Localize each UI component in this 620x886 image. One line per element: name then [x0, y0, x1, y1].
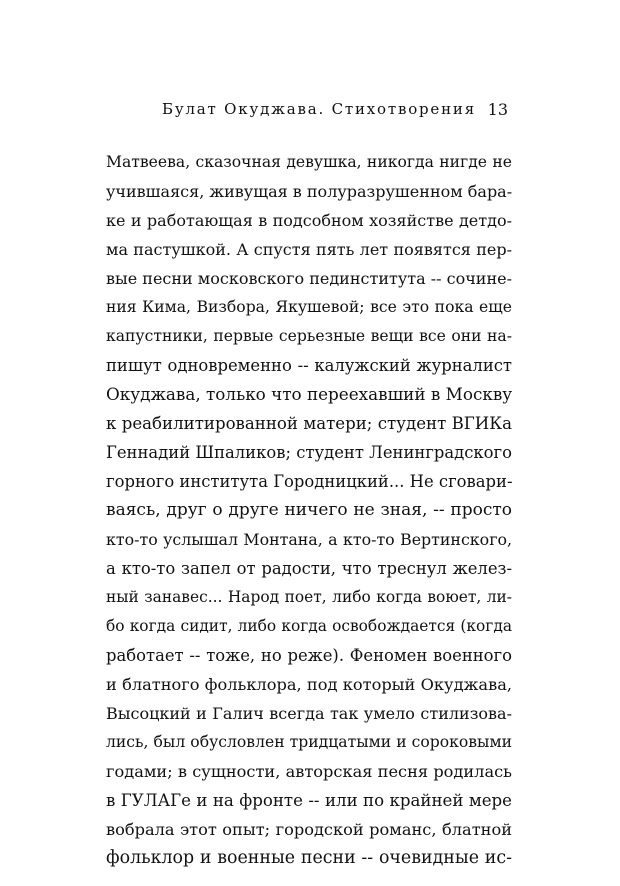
text-line: горного института Городницкий... Не сговари- — [106, 472, 512, 491]
text-line: Матвеева, сказочная девушка, никогда нигде не — [106, 153, 512, 171]
text-line: кто-то услышал Монтана, а кто-то Вертинского, — [106, 530, 512, 549]
text-line: ма пастушкой. А спустя пять лет появятся пер- — [106, 240, 512, 259]
header-title: Булат Окуджава. Стихотворения — [162, 100, 476, 118]
text-line: Высоцкий и Галич всегда так умело стилизова- — [106, 704, 512, 723]
text-line: годами; в сущности, авторская песня родилась — [106, 762, 512, 781]
text-line: лись, был обусловлен тридцатыми и сороковыми — [106, 733, 512, 751]
page-number: 13 — [487, 100, 508, 119]
text-line: ния Кима, Визбора, Якушевой; все это пока еще — [106, 298, 512, 316]
text-line: Геннадий Шпаликов; студент Ленинградского — [106, 443, 512, 462]
text-line: а кто-то запел от радости, что треснул желез- — [106, 559, 512, 578]
text-line: пишут одновременно -- калужский журналист — [106, 356, 512, 375]
running-header — [107, 100, 508, 122]
text-line: фольклор и военные песни -- очевидные ис- — [106, 848, 512, 868]
text-line: ный занавес... Народ поет, либо когда воюет, ли- — [106, 588, 512, 606]
text-line: ваясь, друг о друге ничего не зная, -- просто — [106, 500, 512, 520]
text-line: в ГУЛАГе и на фронте -- или по крайней мере — [106, 791, 512, 810]
text-line: работает -- тоже, но реже). Феномен военного — [106, 646, 512, 665]
text-line: вобрала этот опыт; городской романс, блатной — [106, 820, 512, 839]
body-text — [106, 148, 512, 873]
text-line: ке и работающая в подсобном хозяйстве детдо- — [106, 211, 512, 230]
text-line: Окуджава, только что переехавший в Москву — [106, 384, 512, 404]
text-line: учившаяся, живущая в полуразрушенном бара- — [106, 182, 512, 201]
text-line: и блатного фольклора, под который Окуджава, — [106, 675, 512, 694]
text-line: к реабилитированной матери; студент ВГИКа — [106, 414, 512, 433]
text-line: капустники, первые серьезные вещи все они на- — [106, 327, 512, 345]
text-line: вые песни московского пединститута -- сочине- — [106, 269, 512, 288]
text-line: бо когда сидит, либо когда освобождается (когда — [106, 617, 512, 635]
